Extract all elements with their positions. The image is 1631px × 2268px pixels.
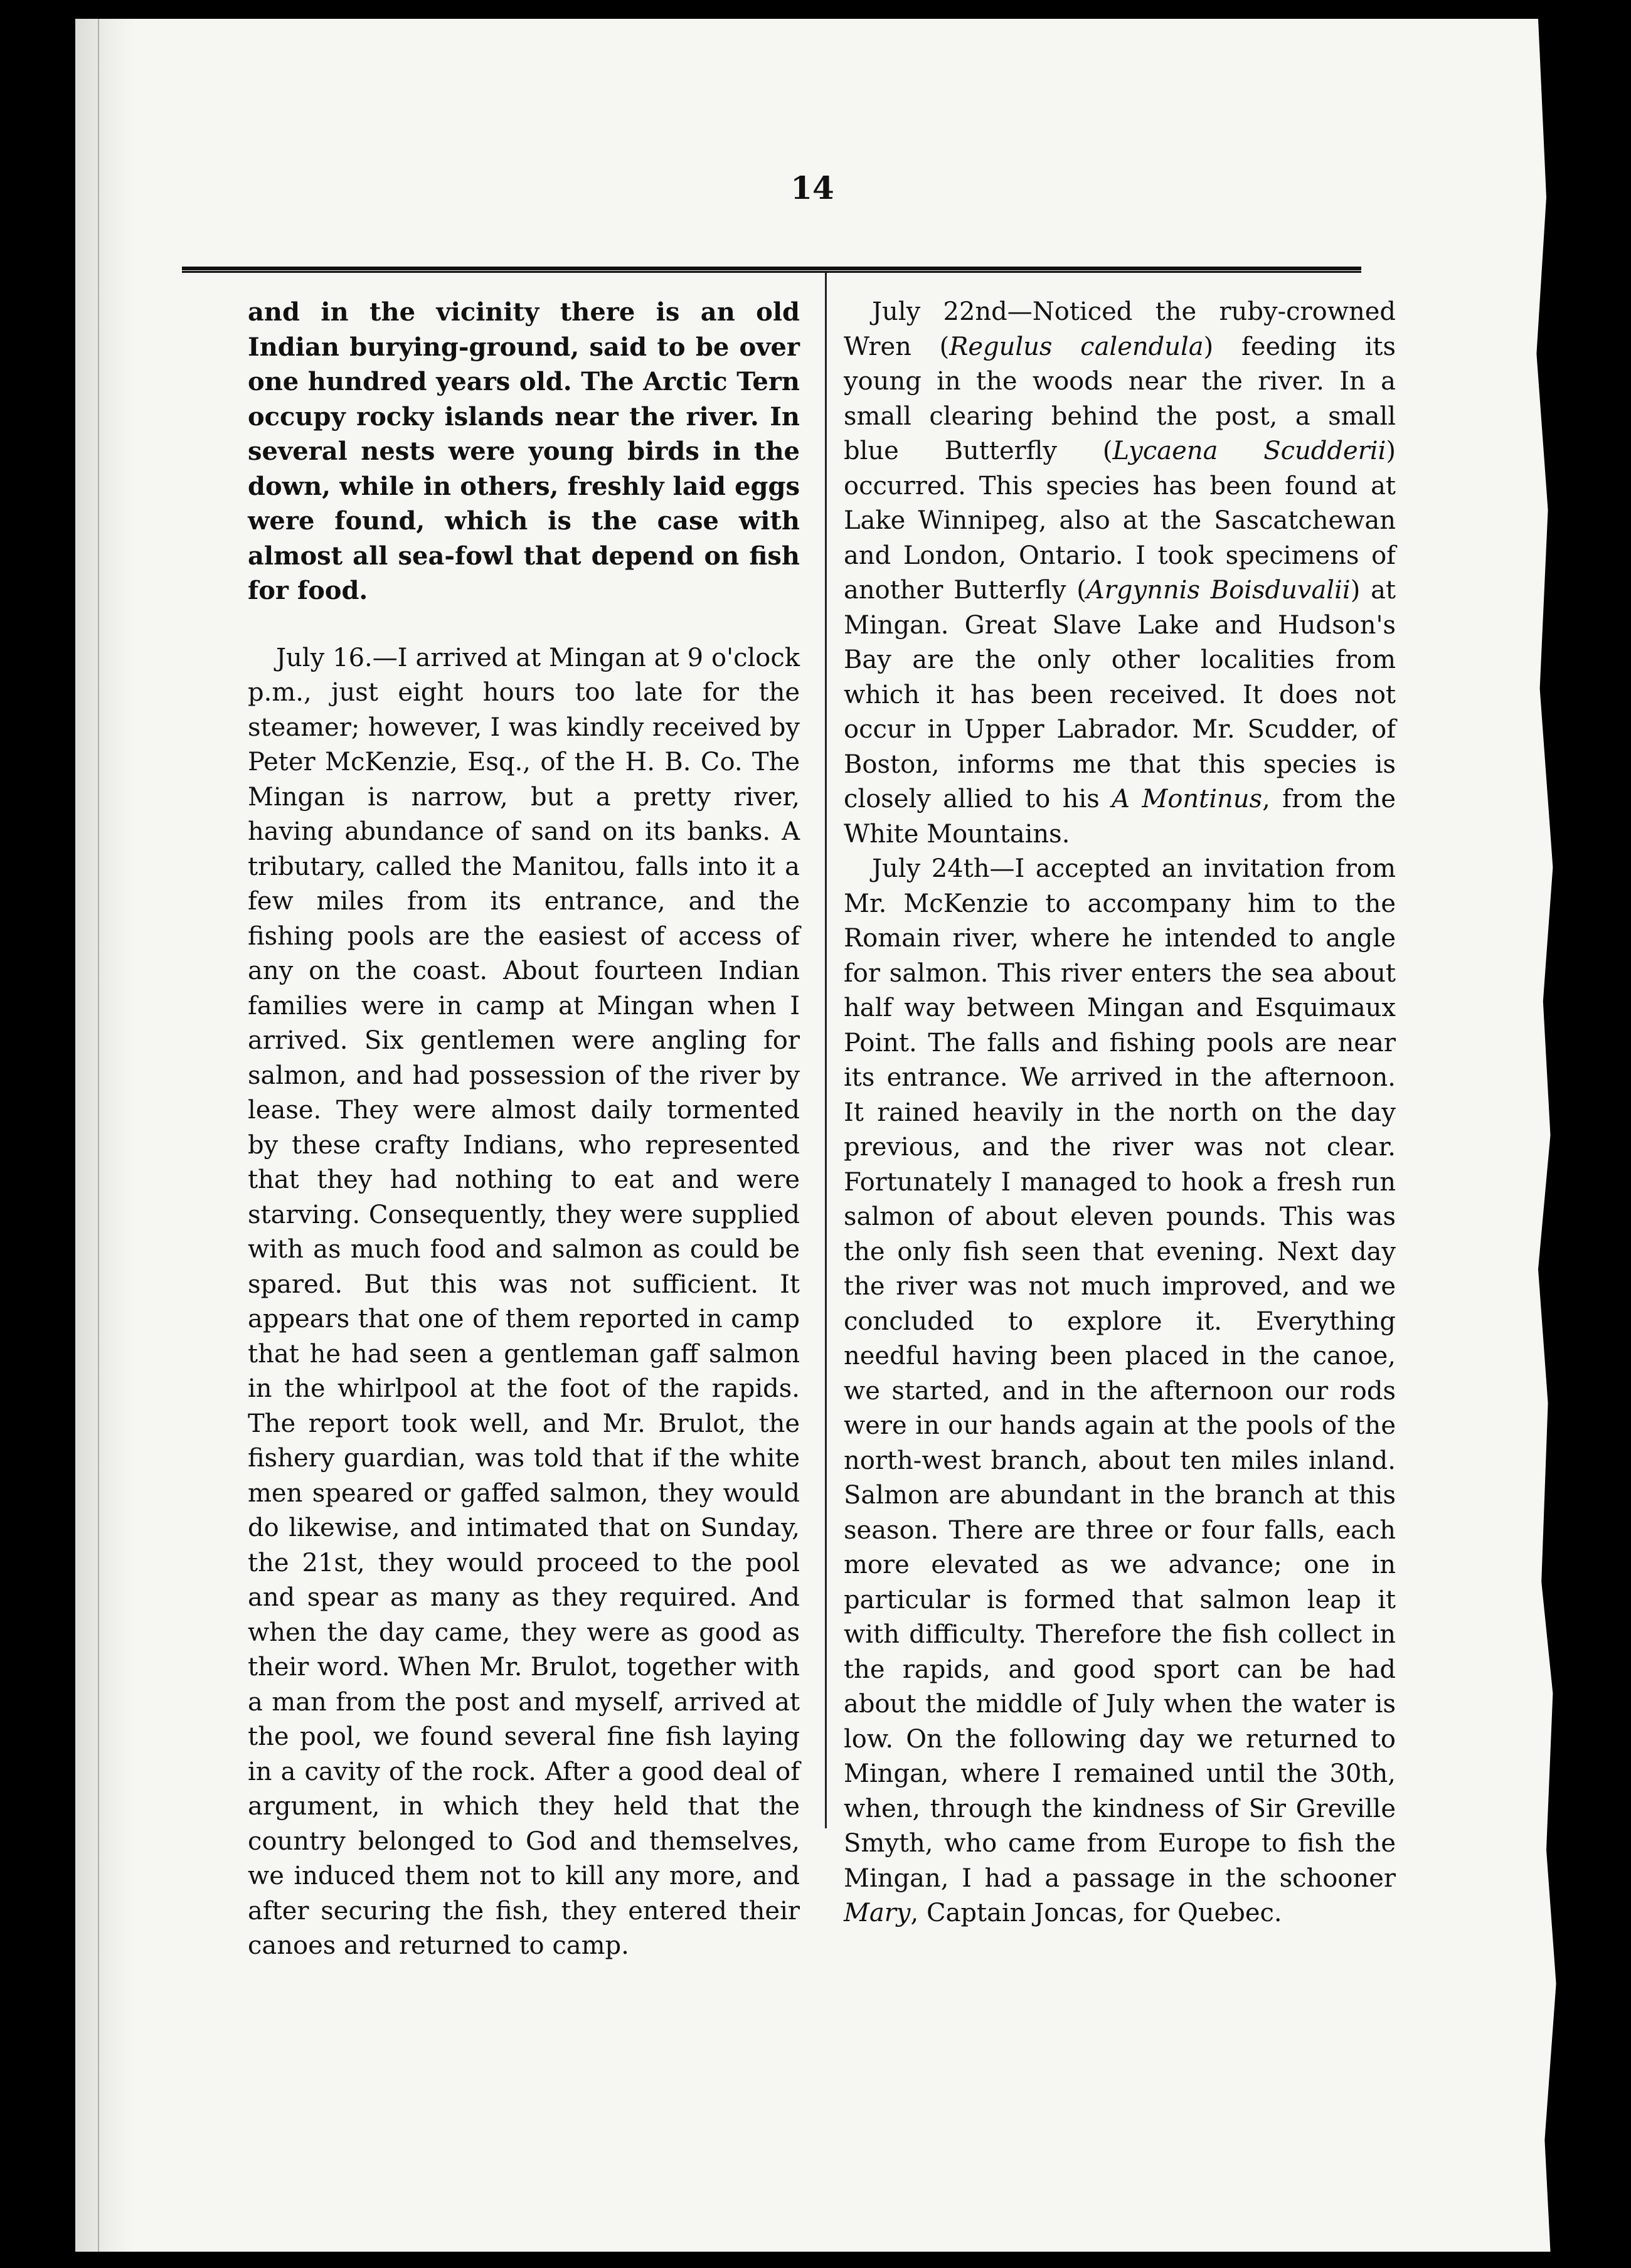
text-run: July 22nd—Noticed the ruby-crowned Wren (: [844, 297, 1396, 361]
text-run: , from the White Mountains.: [844, 785, 1396, 849]
paragraph-july-16: July 16.—I arrived at Mingan at 9 o'clock p.m., just eight hours too late for the steamer; however, I was kindly received by Peter McKenzie, Esq., of the H. B. Co. The Mingan is narrow, but a pretty river, having abundance of sand on its banks. A tributary, called the Manitou, falls into it a few miles from its entrance, and the fishing pools are the easiest of access of any on the coast. About fourteen Indian families were in camp at Mingan when I arrived. Six gentlemen were angling for salmon, and had possession of the river by lease. They were almost daily tormented by these crafty Indians, who represented that they had nothing to eat and were starving. Consequently, they were supplied with as much food and salmon as could be spared. But this was not sufficient. It appears that one of them reported in camp that he had seen a gentleman gaff salmon in the whirlpool at the foot of the rapids. The report took well, and Mr. Brulot, the fishery guardian, was told that if the white men speared or gaffed salmon, they would do likewise, and intimated that on Sunday, the 21st, they would proceed to the pool and spear as many as they required. And when the day came, they were as good as their word. When Mr. Brulot, together with a man from the post and myself, arrived at the pool, we found several fine fish laying in a cavity of the rock. After a good deal of argument, in which they held that the country belonged to God and themselves, we induced them not to kill any more, and after securing the fish, they entered their canoes and returned to camp.: [248, 643, 800, 1960]
header-rule: [182, 267, 1361, 273]
left-column: [248, 295, 800, 1964]
torn-page-edge: [1506, 19, 1581, 2252]
species-name: Lycaena Scudderii: [1112, 437, 1386, 465]
text-run: July 24th—I accepted an invitation from Mr. McKenzie to accompany him to the Romain river, where he intended to angle for salmon. This river enters the sea about half way between Mingan and Esquimaux Point. The falls and fishing pools are near its entrance. We arrived in the afternoon. It rained heavily in the north on the day previous, and the river was not clear. Fortunately I managed to hook a fresh run salmon of about eleven pounds. This was the only fish seen that evening. Next day the river was not much improved, and we concluded to explore it. Everything needful having been placed in the canoe, we started, and in the afternoon our rods were in our hands again at the pools of the north-west branch, about ten miles inland. Salmon are abundant in the branch at this season. There are three or four falls, each more elevated as we advance; one in particular is formed that salmon leap it with difficulty. Therefore the fish collect in the rapids, and good sport can be had about the middle of July when the water is low. On the following day we returned to Mingan, where I remained until the 30th, when, through the kindness of Sir Greville Smyth, who came from Europe to fish the Mingan, I had a passage in the schooner: [844, 854, 1396, 1893]
page-fold-line: [98, 19, 99, 2252]
page-edge-shadow: [75, 19, 135, 2252]
species-name: A Montinus: [1112, 785, 1263, 813]
text-run: ) at Mingan. Great Slave Lake and Hudson's Bay are the only other localities from which it has been received. It does not occur in Upper Labrador. Mr. Scudder, of Boston, informs me that this species is closely allied to his: [844, 576, 1396, 813]
text-run: ) feeding its young in the woods near the river. In a small clearing behind the post, a small blue Butterfly (: [844, 332, 1396, 465]
text-run: ) occurred. This species has been found at Lake Winnipeg, also at the Sascatchewan and London, Ontario. I took specimens of another Butterfly (: [844, 437, 1396, 605]
species-name: Argynnis Boisduvalii: [1086, 576, 1351, 605]
right-column: [844, 295, 1396, 1931]
ship-name: Mary: [844, 1899, 911, 1927]
page-number: 14: [790, 169, 834, 206]
paragraph-tern: and in the vicinity there is an old Indian burying-ground, said to be over one hundred years old. The Arctic Tern occupy rocky islands near the river. In several nests were young birds in the down, while in others, freshly laid eggs were found, which is the case with almost all sea-fowl that depend on fish for food.: [248, 297, 800, 605]
paragraph-july-22: [844, 295, 1396, 852]
column-divider: [825, 273, 827, 1828]
text-run: , Captain Joncas, for Quebec.: [910, 1899, 1282, 1927]
species-name: Regulus calendula: [949, 332, 1204, 361]
paragraph-july-24: [844, 852, 1396, 1931]
